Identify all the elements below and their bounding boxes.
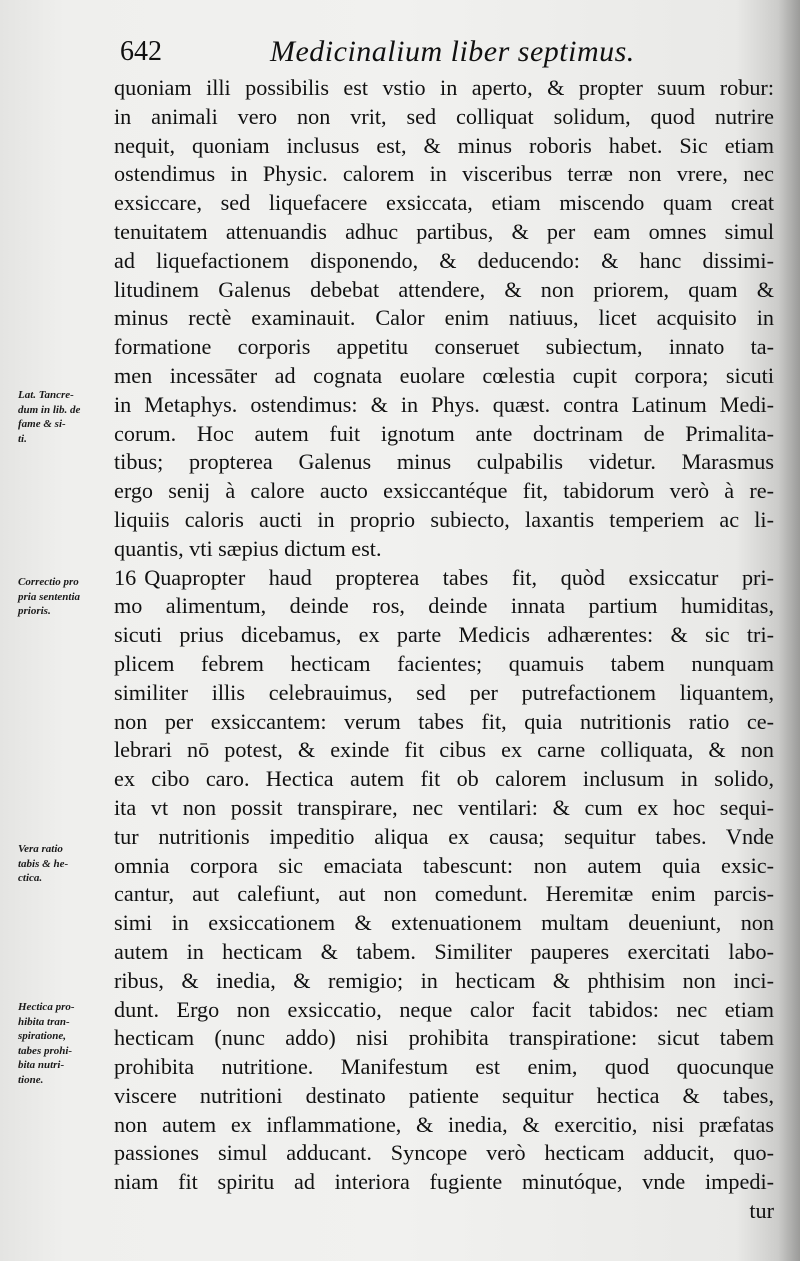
text-line: quoniam illi possibilis est vstio in aperto, & propter suum robur:	[114, 75, 774, 100]
marginal-line: bita nutri-	[18, 1059, 65, 1071]
text-line: hecticam (nunc addo) nisi prohibita transpiratione: sicut tabem	[114, 1025, 774, 1051]
marginal-note	[18, 575, 110, 619]
page-header	[120, 30, 760, 74]
marginal-line: Lat. Tancre-	[18, 389, 74, 401]
text-line: cantur, aut calefiunt, aut non comedunt. Heremitæ enim parcis-	[114, 881, 774, 907]
text-line: viscere nutritioni destinato patiente sequitur hectica & tabes,	[114, 1082, 774, 1108]
text-line: ita vt non possit transpirare, nec ventilari: & cum ex hoc sequi-	[114, 794, 774, 820]
text-span: Quapropter haud propterea tabes fit, quòd exsiccatur pri-	[144, 564, 774, 590]
marginal-line: tabis & he-	[18, 857, 69, 870]
text-line: plicem febrem hecticam facientes; quamuis tabem nunquam	[114, 650, 774, 676]
text-line: non autem ex inflammatione, & inedia, & exercitio, nisi præfatas	[114, 1111, 774, 1137]
text-line: minus rectè examinauit. Calor enim natiuus, licet acquisito in	[114, 305, 774, 331]
text-line: tenuitatem attenuandis adhuc partibus, & per eam omnes simul	[114, 218, 774, 244]
marginal-line: prioris.	[18, 605, 51, 617]
marginal-note	[18, 842, 110, 886]
text-line: in animali vero non vrit, sed colliquat solidum, quod nutrire	[114, 103, 774, 129]
text-line: ostendimus in Physic. calorem in visceribus terræ non vrere, nec	[114, 161, 774, 187]
marginal-line: hibita tran-	[18, 1015, 70, 1028]
text-line: liquiis caloris aucti in proprio subiecto, laxantis temperiem ac li-	[114, 506, 774, 532]
marginal-line: fame & si-	[18, 418, 66, 430]
text-line: corum. Hoc autem fuit ignotum ante doctrinam de Primalita-	[114, 420, 774, 446]
section-number: 16	[114, 564, 137, 590]
text-line: exsiccare, sed liquefacere exsiccata, etiam miscendo quam creat	[114, 190, 774, 216]
marginal-line: spiratione,	[18, 1030, 66, 1042]
page-number: 642	[120, 36, 162, 67]
text-line: passiones simul adducant. Syncope verò hecticam adducit, quo-	[114, 1140, 774, 1166]
text-line: litudinem Galenus debebat attendere, & non priorem, quam &	[114, 276, 774, 302]
marginal-note	[18, 1000, 110, 1087]
text-line: lebrari nō potest, & exinde fit cibus ex carne colliquata, & non	[114, 737, 774, 763]
marginal-line: Correctio pro	[18, 576, 79, 588]
text-line: niam fit spiritu ad interiora fugiente minutóque, vnde impedi-	[114, 1169, 774, 1195]
running-title: Medicinalium liber septimus.	[270, 35, 635, 68]
main-text	[114, 74, 774, 1226]
text-line: in Metaphys. ostendimus: & in Phys. quæst. contra Latinum Medi-	[114, 391, 774, 417]
text-line: nequit, quoniam inclusus est, & minus roboris habet. Sic etiam	[114, 132, 774, 158]
marginal-line: pria sententia	[18, 590, 81, 603]
marginal-line: dum in lib. de	[18, 403, 81, 416]
catchword: tur	[749, 1198, 774, 1224]
page-edge-shadow	[778, 0, 800, 1261]
text-line: quantis, vti sæpius dictum est.	[114, 535, 382, 561]
text-line: autem in hecticam & tabem. Similiter pauperes exercitati labo-	[114, 938, 774, 964]
text-line: ribus, & inedia, & remigio; in hecticam & phthisim non inci-	[114, 967, 774, 993]
text-line: simi in exsiccationem & extenuationem multam deueniunt, non	[114, 910, 774, 936]
text-line: similiter illis celebrauimus, sed per putrefactionem liquantem,	[114, 679, 774, 705]
marginal-line: ctica.	[18, 872, 43, 884]
marginal-line: ti.	[18, 432, 27, 445]
text-line: ex cibo caro. Hectica autem fit ob calorem inclusum in solido,	[114, 766, 774, 792]
marginal-line: Vera ratio	[18, 843, 63, 855]
text-line: formatione corporis appetitu conseruet subiectum, innato ta-	[114, 334, 774, 360]
text-line: tibus; propterea Galenus minus culpabilis videtur. Marasmus	[114, 449, 774, 475]
text-line: dunt. Ergo non exsiccatio, neque calor facit tabidos: nec etiam	[114, 996, 774, 1022]
text-line: mo alimentum, deinde ros, deinde innata partium humiditas,	[114, 593, 774, 619]
marginal-line: tabes prohi-	[18, 1044, 73, 1057]
text-line: tur nutritionis impeditio aliqua ex causa; sequitur tabes. Vnde	[114, 823, 774, 849]
section-start-line	[114, 564, 774, 593]
text-line: non per exsiccantem: verum tabes fit, quia nutritionis ratio ce-	[114, 708, 774, 734]
text-line: ergo senij à calore aucto exsiccantéque fit, tabidorum verò à re-	[114, 478, 774, 504]
text-line: omnia corpora sic emaciata tabescunt: non autem quia exsic-	[114, 852, 774, 878]
text-line: prohibita nutritione. Manifestum est enim, quod quocunque	[114, 1054, 774, 1080]
text-line: ad liquefactionem disponendo, & deducendo: & hanc dissimi-	[114, 247, 774, 273]
text-line: sicuti prius dicebamus, ex parte Medicis adhærentes: & sic tri-	[114, 622, 774, 648]
marginal-line: Hectica pro-	[18, 1001, 75, 1013]
marginal-note	[18, 388, 110, 446]
marginal-line: tione.	[18, 1073, 44, 1086]
text-line: men incessāter ad cognata euolare cœlestia cupit corpora; sicuti	[114, 362, 774, 388]
